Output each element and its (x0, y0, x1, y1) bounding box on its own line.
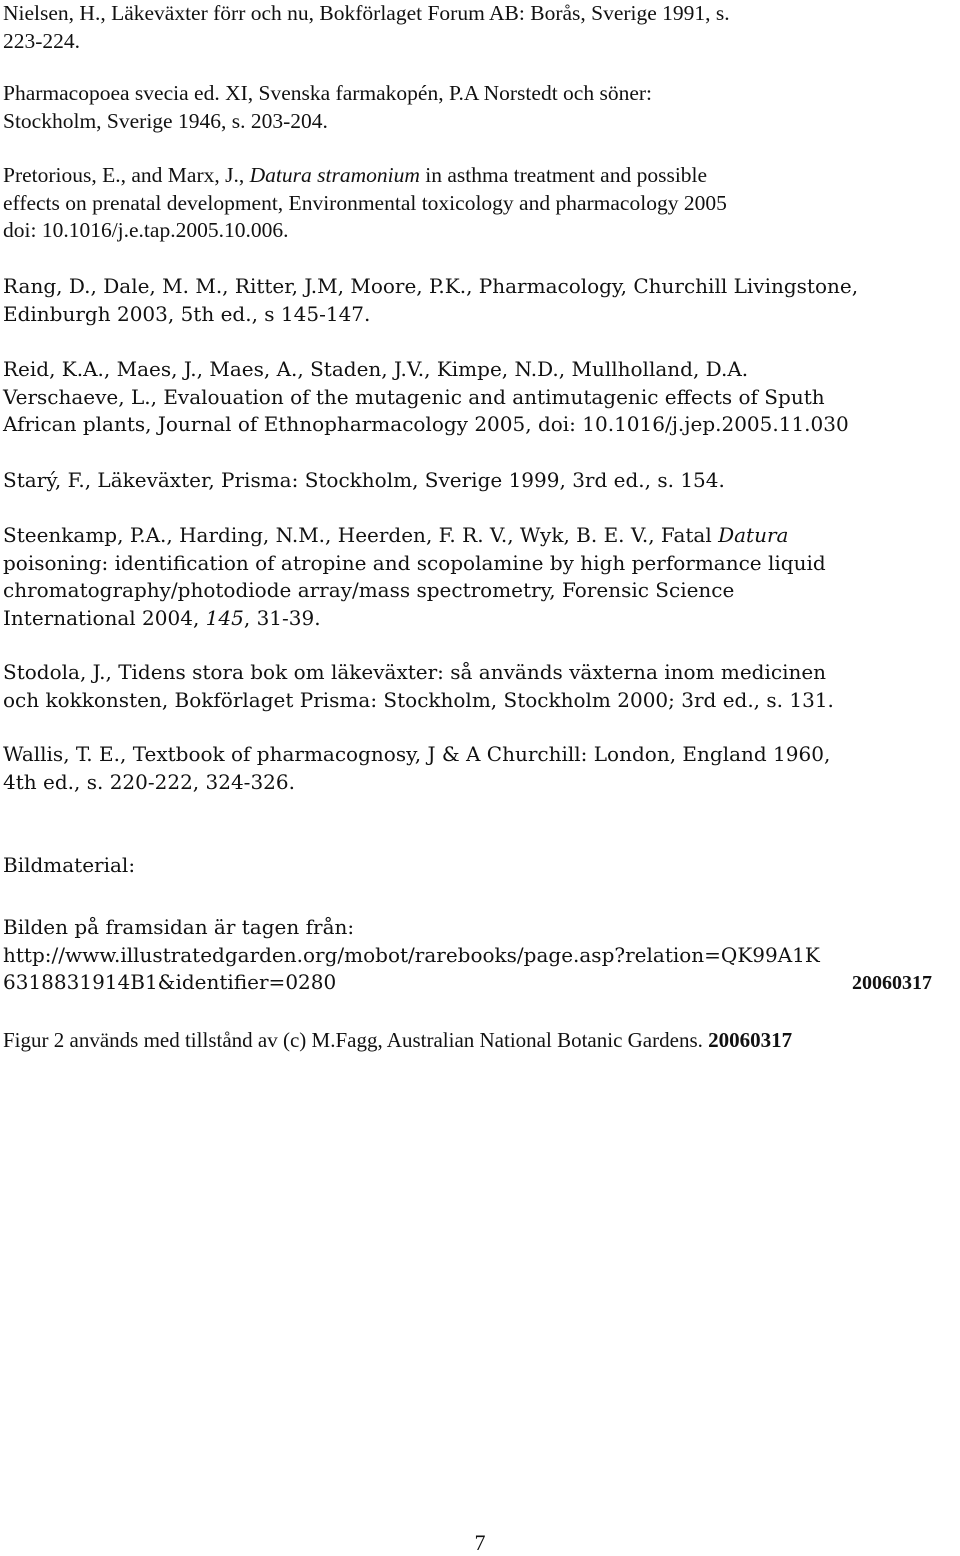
reference-line: doi: 10.1016/j.e.tap.2005.10.006. (3, 218, 289, 242)
reference-pharmacopoea (3, 80, 958, 135)
reference-rang (3, 273, 958, 328)
reference-line: African plants, Journal of Ethnopharmacology 2005, doi: 10.1016/j.jep.2005.11.030 (3, 412, 849, 436)
figure-credit (3, 1028, 792, 1053)
reference-stary (3, 467, 958, 495)
reference-wallis (3, 741, 958, 796)
reference-text: International 2004, (3, 605, 206, 630)
figure-credit-date: 20060317 (708, 1028, 793, 1052)
reference-text: , 31-39. (243, 605, 321, 630)
bildmaterial-intro: Bilden på framsidan är tagen från: (3, 915, 355, 939)
reference-line (3, 522, 958, 550)
reference-text: in asthma treatment and possible (419, 163, 708, 187)
reference-nielsen (3, 0, 958, 55)
reference-line: Rang, D., Dale, M. M., Ritter, J.M, Moore, P.K., Pharmacology, Churchill Livingstone, (3, 274, 859, 298)
figure-credit-text: Figur 2 används med tillstånd av (c) M.Fagg, Australian National Botanic Gardens. (3, 1028, 703, 1052)
reference-line: Pharmacopoea svecia ed. XI, Svenska farmakopén, P.A Norstedt och söner: (3, 81, 652, 105)
reference-text: Steenkamp, P.A., Harding, N.M., Heerden, F. R. V., Wyk, B. E. V., Fatal (3, 523, 719, 547)
reference-line: Nielsen, H., Läkeväxter förr och nu, Bokförlaget Forum AB: Borås, Sverige 1991, s. (3, 1, 730, 25)
source-date: 20060317 (852, 972, 932, 994)
source-url-line: http://www.illustratedgarden.org/mobot/rarebooks/page.asp?relation=QK99A1K (3, 942, 820, 967)
reference-stodola (3, 659, 958, 714)
bildmaterial-heading: Bildmaterial: (3, 853, 136, 877)
reference-line: poisoning: identification of atropine and scopolamine by high performance liquid (3, 550, 826, 575)
reference-line: Edinburgh 2003, 5th ed., s 145-147. (3, 301, 371, 326)
source-url-line: 6318831914B1&identifier=0280 (3, 970, 337, 994)
reference-italic-title: Datura (718, 523, 789, 547)
reference-line: Verschaeve, L., Evalouation of the mutagenic and antimutagenic effects of Sputh (3, 384, 825, 409)
reference-line: Stockholm, Sverige 1946, s. 203-204. (3, 108, 328, 133)
reference-line (3, 162, 958, 190)
reference-line: Wallis, T. E., Textbook of pharmacognosy, J & A Churchill: London, England 1960, (3, 742, 831, 766)
reference-reid (3, 356, 958, 439)
reference-line: Reid, K.A., Maes, J., Maes, A., Staden, J.V., Kimpe, N.D., Mullholland, D.A. (3, 357, 749, 381)
reference-line: Stodola, J., Tidens stora bok om läkeväxter: så används växterna inom medicinen (3, 660, 827, 684)
reference-pretorious (3, 162, 958, 245)
reference-line: 4th ed., s. 220-222, 324-326. (3, 769, 295, 794)
page-number: 7 (474, 1530, 486, 1555)
reference-line (3, 605, 958, 633)
reference-line: Starý, F., Läkeväxter, Prisma: Stockholm, Sverige 1999, 3rd ed., s. 154. (3, 468, 725, 492)
reference-line: och kokkonsten, Bokförlaget Prisma: Stockholm, Stockholm 2000; 3rd ed., s. 131. (3, 687, 834, 712)
reference-line: chromatography/photodiode array/mass spectrometry, Forensic Science (3, 578, 735, 602)
bildmaterial-source (3, 914, 958, 997)
reference-line: effects on prenatal development, Environmental toxicology and pharmacology 2005 (3, 190, 727, 215)
reference-text: Pretorious, E., and Marx, J., (3, 163, 250, 187)
reference-line: 223-224. (3, 28, 81, 53)
reference-italic-volume: 145 (205, 605, 244, 630)
reference-italic-title: Datura stramonium (249, 163, 420, 187)
reference-steenkamp (3, 522, 958, 632)
